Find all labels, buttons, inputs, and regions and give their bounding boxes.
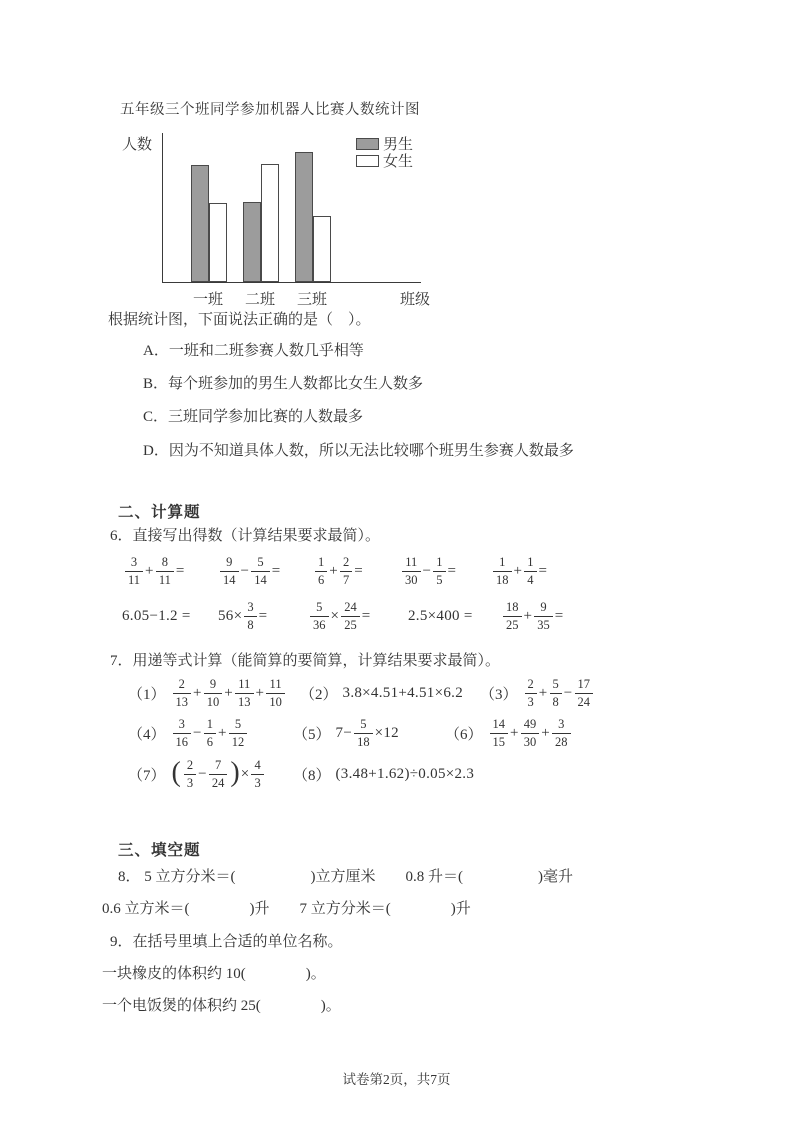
q6-expr-9 (408, 599, 473, 633)
expression: 2.5×400 = (408, 607, 473, 624)
y-axis-label: 人数 (122, 137, 153, 153)
q6-expr-7 (218, 599, 267, 633)
q8-line2: 0.6 立方米＝( )升 7 立方分米＝( )升 (102, 901, 471, 917)
expression: $\frac{2}{3}$ + $\frac{5}{8}$ − $\frac{17}{24}$ (523, 678, 596, 708)
chart-legend (356, 135, 413, 169)
expression: $\frac{9}{14}$ − $\frac{5}{14}$ = (218, 556, 281, 586)
category-label-class3: 三班 (296, 292, 327, 308)
expression: $\frac{3}{16}$ − $\frac{1}{6}$ + $\frac{5}{12}$ (171, 718, 250, 748)
q5-option-c: C．三班同学参加比赛的人数最多 (143, 409, 364, 425)
q7-item-6 (445, 716, 573, 750)
expression: $\frac{11}{30}$ − $\frac{1}{5}$ = (400, 556, 456, 586)
section3-heading: 三、填空题 (118, 842, 201, 859)
q7-item-2 (300, 676, 463, 710)
item-number: （3） (480, 686, 518, 703)
item-number: （6） (445, 726, 483, 743)
q7-item-8 (293, 757, 474, 791)
bar-男生-一班 (191, 165, 209, 282)
category-label-class1: 一班 (192, 292, 223, 308)
q7-stem: 7．用递等式计算（能简算的要简算，计算结果要求最简）。 (110, 653, 501, 669)
expression: $\frac{5}{36}$ × $\frac{24}{25}$ = (308, 601, 371, 631)
q9-line2: 一个电饭煲的体积约 25( )。 (102, 998, 341, 1014)
q6-expr-5 (491, 554, 547, 588)
q8-line1: 8． 5 立方分米＝( )立方厘米 0.8 升＝( )毫升 (118, 869, 573, 885)
item-number: （8） (293, 767, 331, 784)
expression: $\frac{18}{25}$ + $\frac{9}{35}$ = (501, 601, 564, 631)
bar-男生-二班 (243, 202, 261, 282)
expression: ( $\frac{2}{3}$ − $\frac{7}{24}$ ) × $\frac{4}{3}$ (171, 759, 266, 789)
expression: 6.05−1.2 = (122, 607, 191, 624)
expression: $\frac{1}{18}$ + $\frac{1}{4}$ = (491, 556, 547, 586)
x-axis-label: 班级 (400, 292, 431, 308)
bar-女生-三班 (313, 216, 331, 282)
item-number: （7） (128, 767, 166, 784)
bar-男生-三班 (295, 152, 313, 282)
chart-plot-wrap (122, 133, 431, 308)
q6-stem: 6．直接写出得数（计算结果要求最简）。 (110, 528, 381, 544)
legend-swatch-female (356, 155, 379, 167)
q9-line1: 一块橡皮的体积约 10( )。 (102, 966, 326, 982)
expression: $\frac{14}{15}$ + $\frac{49}{30}$ + $\frac{3}{28}$ (488, 718, 573, 748)
page-footer: 试卷第2页，共7页 (342, 1072, 451, 1087)
q6-expr-8 (308, 599, 371, 633)
expression: 56× $\frac{3}{8}$ = (218, 600, 268, 632)
q5-stem: 根据统计图，下面说法正确的是（ ）。 (108, 312, 371, 328)
q6-expr-4 (400, 554, 456, 588)
chart-title: 五年级三个班同学参加机器人比赛人数统计图 (120, 102, 420, 118)
q5-option-b: B．每个班参加的男生人数都比女生人数多 (143, 376, 424, 392)
q6-expr-1 (123, 554, 185, 588)
q7-item-5 (293, 716, 399, 750)
bar-女生-一班 (209, 203, 227, 282)
q7-item-1 (128, 676, 287, 710)
expression: $\frac{1}{6}$ + $\frac{2}{7}$ = (313, 556, 363, 586)
statistics-chart (120, 98, 431, 308)
legend-item-female (356, 152, 413, 169)
q6-expr-10 (501, 599, 564, 633)
item-number: （1） (128, 686, 166, 703)
q6-expr-2 (218, 554, 281, 588)
expression: (3.48+1.62)÷0.05×2.3 (335, 765, 475, 782)
legend-label-male: 男生 (383, 137, 414, 153)
q6-expr-3 (313, 554, 363, 588)
item-number: （5） (293, 726, 331, 743)
expression: 3.8×4.51+4.51×6.2 (342, 684, 463, 701)
expression: $\frac{3}{11}$ + $\frac{8}{11}$ = (123, 556, 185, 586)
expression: $\frac{2}{13}$ + $\frac{9}{10}$ + $\frac{11}{13}$ + $\frac{11}{10}$ (171, 678, 287, 708)
q7-item-4 (128, 716, 249, 750)
legend-swatch-male (356, 138, 379, 150)
q7-item-7 (128, 757, 266, 791)
expression: 7− $\frac{5}{18}$ ×12 (335, 717, 399, 749)
item-number: （4） (128, 726, 166, 743)
category-label-class2: 二班 (244, 292, 275, 308)
legend-label-female: 女生 (383, 154, 414, 170)
item-number: （2） (300, 686, 338, 703)
bar-女生-二班 (261, 164, 279, 282)
q5-option-a: A．一班和二班参赛人数几乎相等 (143, 343, 364, 359)
q7-item-3 (480, 676, 595, 710)
q6-expr-6 (122, 599, 191, 633)
q5-option-d: D．因为不知道具体人数，所以无法比较哪个班男生参赛人数最多 (143, 443, 574, 459)
q9-stem: 9．在括号里填上合适的单位名称。 (110, 934, 343, 950)
section2-heading: 二、计算题 (118, 504, 201, 521)
